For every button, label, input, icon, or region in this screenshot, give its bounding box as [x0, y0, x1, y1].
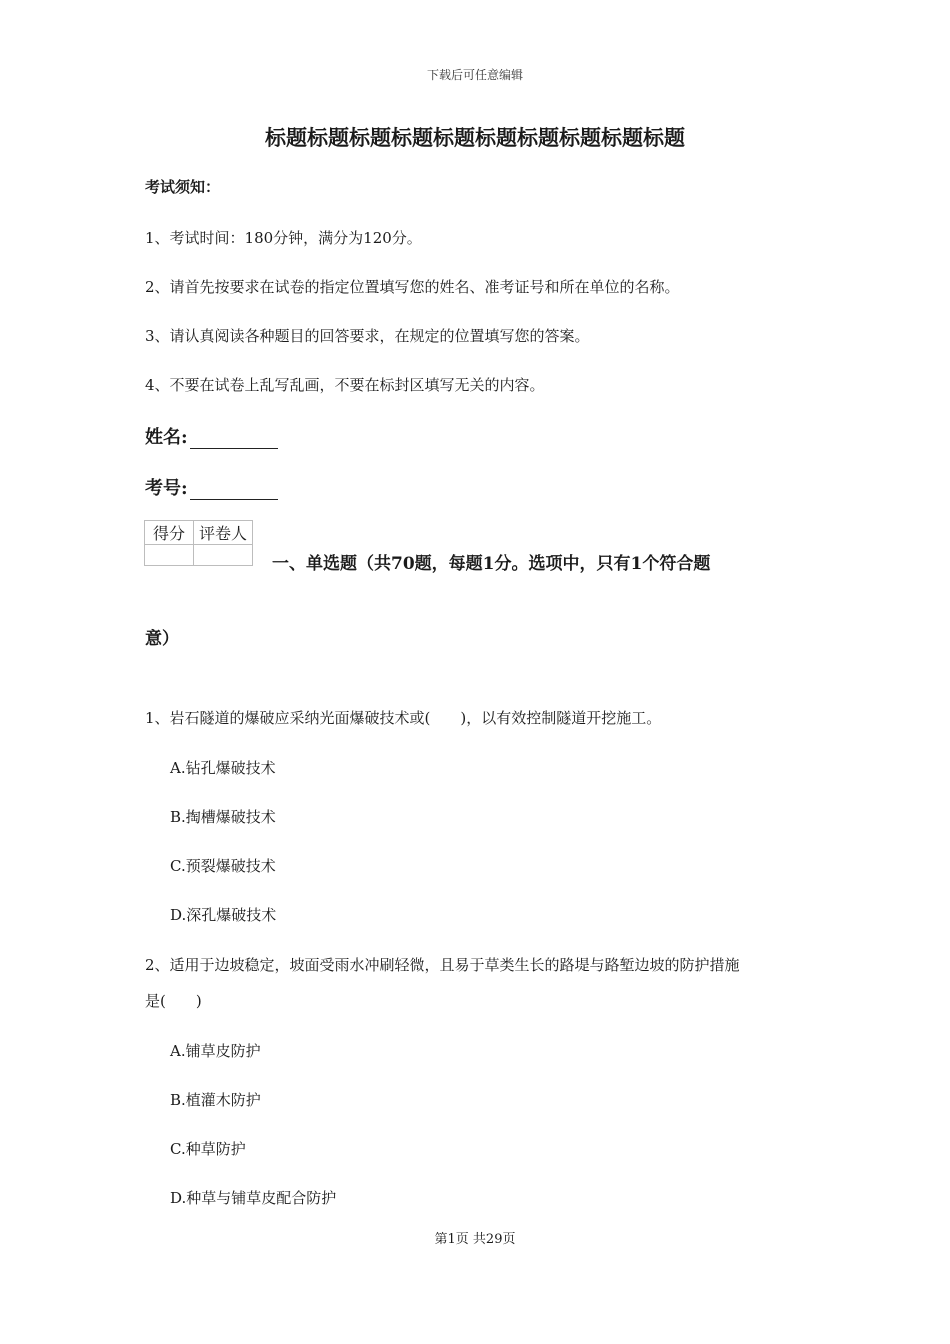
notice-item: 1、考试时间：180分钟，满分为120分。	[145, 229, 422, 247]
question-option: C.预裂爆破技术	[170, 857, 276, 875]
page-header-note: 下载后可任意编辑	[426, 68, 523, 82]
exam-id-label: 考号:	[145, 478, 188, 499]
name-label: 姓名:	[145, 427, 188, 448]
name-blank-line[interactable]	[190, 430, 278, 449]
question-option: A.铺草皮防护	[170, 1042, 261, 1060]
question-option: A.钻孔爆破技术	[170, 759, 276, 777]
exam-id-blank-line[interactable]	[190, 481, 278, 500]
score-header: 得分	[145, 521, 194, 545]
exam-id-field	[145, 474, 278, 500]
notice-item: 4、不要在试卷上乱写乱画，不要在标封区填写无关的内容。	[145, 376, 545, 394]
question-stem: 1、岩石隧道的爆破应采纳光面爆破技术或( )，以有效控制隧道开挖施工。	[145, 709, 662, 727]
grader-cell[interactable]	[194, 545, 253, 566]
score-cell[interactable]	[145, 545, 194, 566]
question-option: B.掏槽爆破技术	[170, 808, 276, 826]
score-table	[144, 520, 253, 566]
question-option: B.植灌木防护	[170, 1091, 261, 1109]
notice-heading: 考试须知：	[145, 178, 221, 196]
notice-item: 2、请首先按要求在试卷的指定位置填写您的姓名、准考证号和所在单位的名称。	[145, 278, 680, 296]
section-title: 一、单选题（共70题，每题1分。选项中，只有1个符合题	[272, 554, 711, 574]
name-field	[145, 423, 278, 449]
page-title: 标题标题标题标题标题标题标题标题标题标题	[265, 125, 685, 150]
question-option: C.种草防护	[170, 1140, 246, 1158]
question-stem: 2、适用于边坡稳定，坡面受雨水冲刷轻微，且易于草类生长的路堤与路堑边坡的防护措施	[145, 956, 740, 974]
question-option: D.深孔爆破技术	[170, 906, 277, 924]
notice-item: 3、请认真阅读各种题目的回答要求，在规定的位置填写您的答案。	[145, 327, 590, 345]
grader-header: 评卷人	[194, 521, 253, 545]
section-title-continued: 意）	[145, 629, 179, 649]
page-footer: 第1页 共29页	[434, 1232, 516, 1247]
question-option: D.种草与铺草皮配合防护	[170, 1189, 337, 1207]
question-stem-continued: 是( )	[145, 992, 202, 1010]
